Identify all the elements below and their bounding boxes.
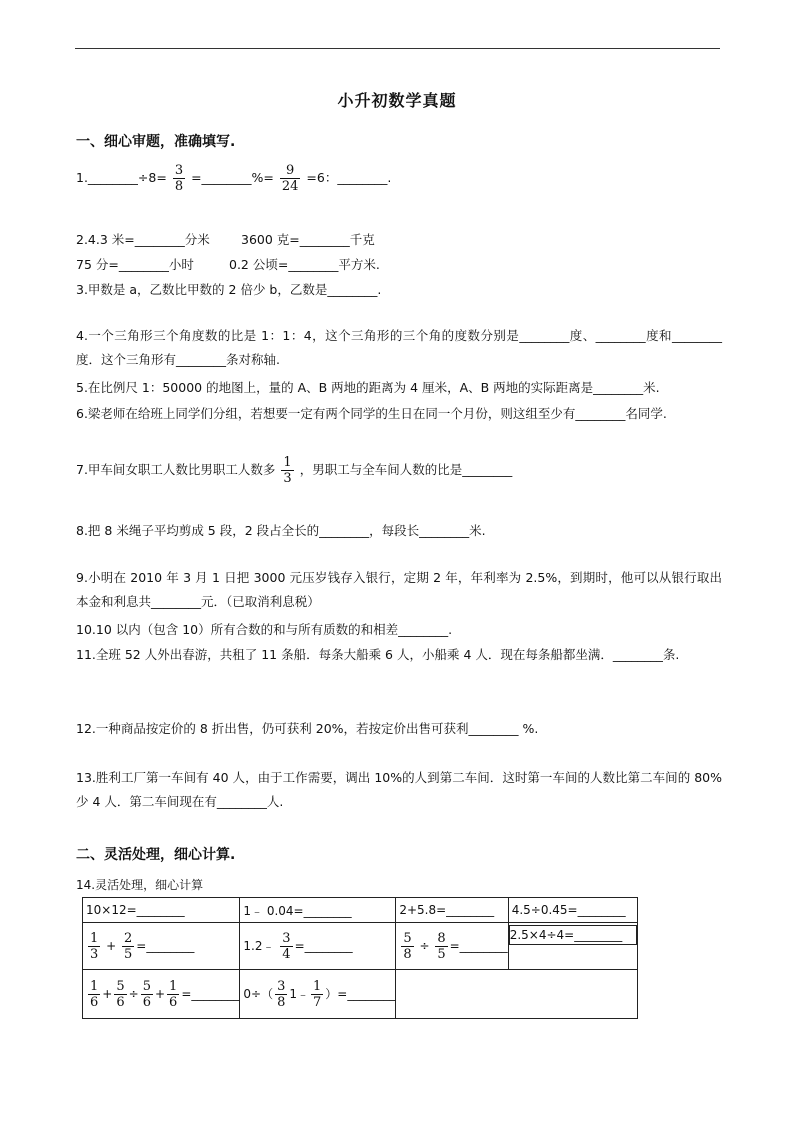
- q1-fraction-2: [280, 164, 301, 193]
- q1-fraction-1: [173, 164, 185, 193]
- question-13: 13.胜利工厂第一车间有 40 人，由于工作需要，调出 10%的人到第二车间．这时第一车间的人数比第二车间的 80%少 4 人．第二车间现在有________人.: [76, 770, 722, 809]
- calc-cell: 10×12=________: [83, 898, 240, 923]
- numerator: 5: [116, 978, 125, 994]
- denominator: 6: [90, 994, 99, 1010]
- numerator: 1: [90, 978, 99, 994]
- question-2-line-1: [76, 230, 375, 248]
- q7-fraction: [281, 456, 293, 485]
- numerator: 3: [277, 978, 286, 994]
- calc-cell-empty: [396, 970, 638, 1019]
- operator: +: [102, 986, 113, 1001]
- denominator: 8: [174, 179, 184, 194]
- question-5: 5.在比例尺 1：50000 的地图上，量的 A、B 两地的距离为 4 厘米，A、B 两地的实际距离是________米.: [76, 380, 660, 395]
- section-1-heading: 一、细心审题，准确填写.: [76, 134, 236, 150]
- numerator: 9: [286, 163, 295, 178]
- fraction: [275, 980, 287, 1009]
- denominator: 6: [169, 994, 178, 1010]
- calc-cell: [240, 923, 396, 970]
- mid-text: 1﹣: [289, 986, 309, 1001]
- lead-text: 1.2﹣: [243, 938, 275, 953]
- question-10: 10.10 以内（包含 10）所有合数的和与所有质数的和相差________.: [76, 622, 453, 637]
- question-7: [76, 456, 512, 485]
- operator: +: [106, 938, 117, 953]
- q2-item-4: 0.2 公顷=________平方米.: [229, 257, 380, 272]
- calc-cell: 4.5÷0.45=________: [508, 898, 638, 923]
- calc-cell: [396, 923, 508, 970]
- question-14-intro: 14.灵活处理，细心计算: [76, 878, 204, 892]
- q2-item-3: 75 分=________小时: [76, 257, 194, 272]
- numerator: 1: [313, 978, 322, 994]
- operator: +: [154, 986, 166, 1001]
- fraction: [88, 980, 100, 1009]
- question-1: [76, 164, 391, 193]
- question-12: 12.一种商品按定价的 8 折出售，仍可获利 20%，若按定价出售可获利________ %.: [76, 721, 539, 736]
- calc-text: 2.5×4÷4=________: [509, 928, 623, 942]
- numerator: 5: [142, 978, 151, 994]
- answer-blank: =________: [181, 986, 240, 1001]
- denominator: 5: [437, 946, 446, 962]
- fraction: [435, 932, 447, 961]
- operator: ÷: [128, 986, 139, 1001]
- denominator: 8: [403, 946, 412, 962]
- calc-cell: 2+5.8=________: [396, 898, 508, 923]
- numerator: 1: [90, 930, 99, 946]
- fraction: [114, 980, 126, 1009]
- table-row: [83, 898, 638, 923]
- q1-text-c: =6：________.: [306, 170, 392, 185]
- q1-text-a: 1.________÷8=: [76, 170, 167, 185]
- question-4: 4.一个三角形三个角度数的比是 1：1：4，这个三角形的三个角的度数分别是________度、________度和________度．这个三角形有________条对称轴.: [76, 328, 722, 367]
- question-6: 6.梁老师在给班上同学们分组，若想要一定有两个同学的生日在同一个月份，则这组至少有________名同学.: [76, 406, 667, 421]
- answer-blank: =________: [449, 938, 508, 953]
- numerator: 1: [169, 978, 178, 994]
- fraction: [167, 980, 179, 1009]
- denominator: 5: [124, 946, 133, 962]
- numerator: 8: [437, 930, 446, 946]
- fraction: [311, 980, 323, 1009]
- calculation-table: [82, 897, 638, 1019]
- calc-cell: 1﹣ 0.04=________: [240, 898, 396, 923]
- lead-text: 0÷（: [243, 986, 274, 1001]
- fraction: [280, 932, 292, 961]
- denominator: 7: [313, 994, 322, 1010]
- numerator: 3: [282, 930, 291, 946]
- calc-subcell: [509, 925, 638, 945]
- denominator: 8: [277, 994, 286, 1010]
- calc-cell: [508, 923, 638, 970]
- table-row: [83, 923, 638, 970]
- calc-cell: [83, 923, 240, 970]
- answer-blank: =________: [136, 938, 195, 953]
- answer-blank: ）=________: [325, 986, 396, 1001]
- answer-blank: =________: [294, 938, 353, 953]
- q7-text-b: ，男职工与全车间人数的比是________: [299, 462, 513, 477]
- denominator: 24: [281, 179, 299, 194]
- operator: ÷: [419, 938, 430, 953]
- question-9: 9.小明在 2010 年 3 月 1 日把 3000 元压岁钱存入银行，定期 2 年，年利率为 2.5%，到期时，他可以从银行取出本金和利息共________元．（已取消利息税）: [76, 570, 722, 609]
- question-3: 3.甲数是 a，乙数比甲数的 2 倍少 b，乙数是________.: [76, 282, 382, 297]
- question-2-line-2: [76, 255, 380, 273]
- header-rule: [75, 48, 720, 49]
- fraction: [88, 932, 100, 961]
- question-8: 8.把 8 米绳子平均剪成 5 段，2 段占全长的________，每段长________米.: [76, 523, 486, 538]
- fraction: [141, 980, 153, 1009]
- q2-item-1: 2.4.3 米=________分米: [76, 232, 210, 247]
- fraction: [401, 932, 413, 961]
- numerator: 3: [174, 163, 184, 178]
- denominator: 4: [282, 946, 291, 962]
- q7-text-a: 7.甲车间女职工人数比男职工人数多: [76, 462, 276, 477]
- q1-text-b: =________%=: [191, 170, 274, 185]
- denominator: 3: [90, 946, 99, 962]
- section-2-heading: 二、灵活处理，细心计算.: [76, 847, 236, 863]
- q2-item-2: 3600 克=________千克: [241, 232, 375, 247]
- question-11: 11.全班 52 人外出春游，共租了 11 条船．每条大船乘 6 人，小船乘 4 人．现在每条船都坐满．________条.: [76, 647, 680, 662]
- denominator: 3: [283, 471, 292, 486]
- page-title: 小升初数学真题: [337, 91, 457, 110]
- fraction: [122, 932, 134, 961]
- calc-cell: [83, 970, 240, 1019]
- table-row: [83, 970, 638, 1019]
- denominator: 6: [142, 994, 151, 1010]
- denominator: 6: [116, 994, 125, 1010]
- calc-cell: [240, 970, 396, 1019]
- numerator: 1: [283, 455, 292, 470]
- numerator: 2: [124, 930, 133, 946]
- numerator: 5: [403, 930, 412, 946]
